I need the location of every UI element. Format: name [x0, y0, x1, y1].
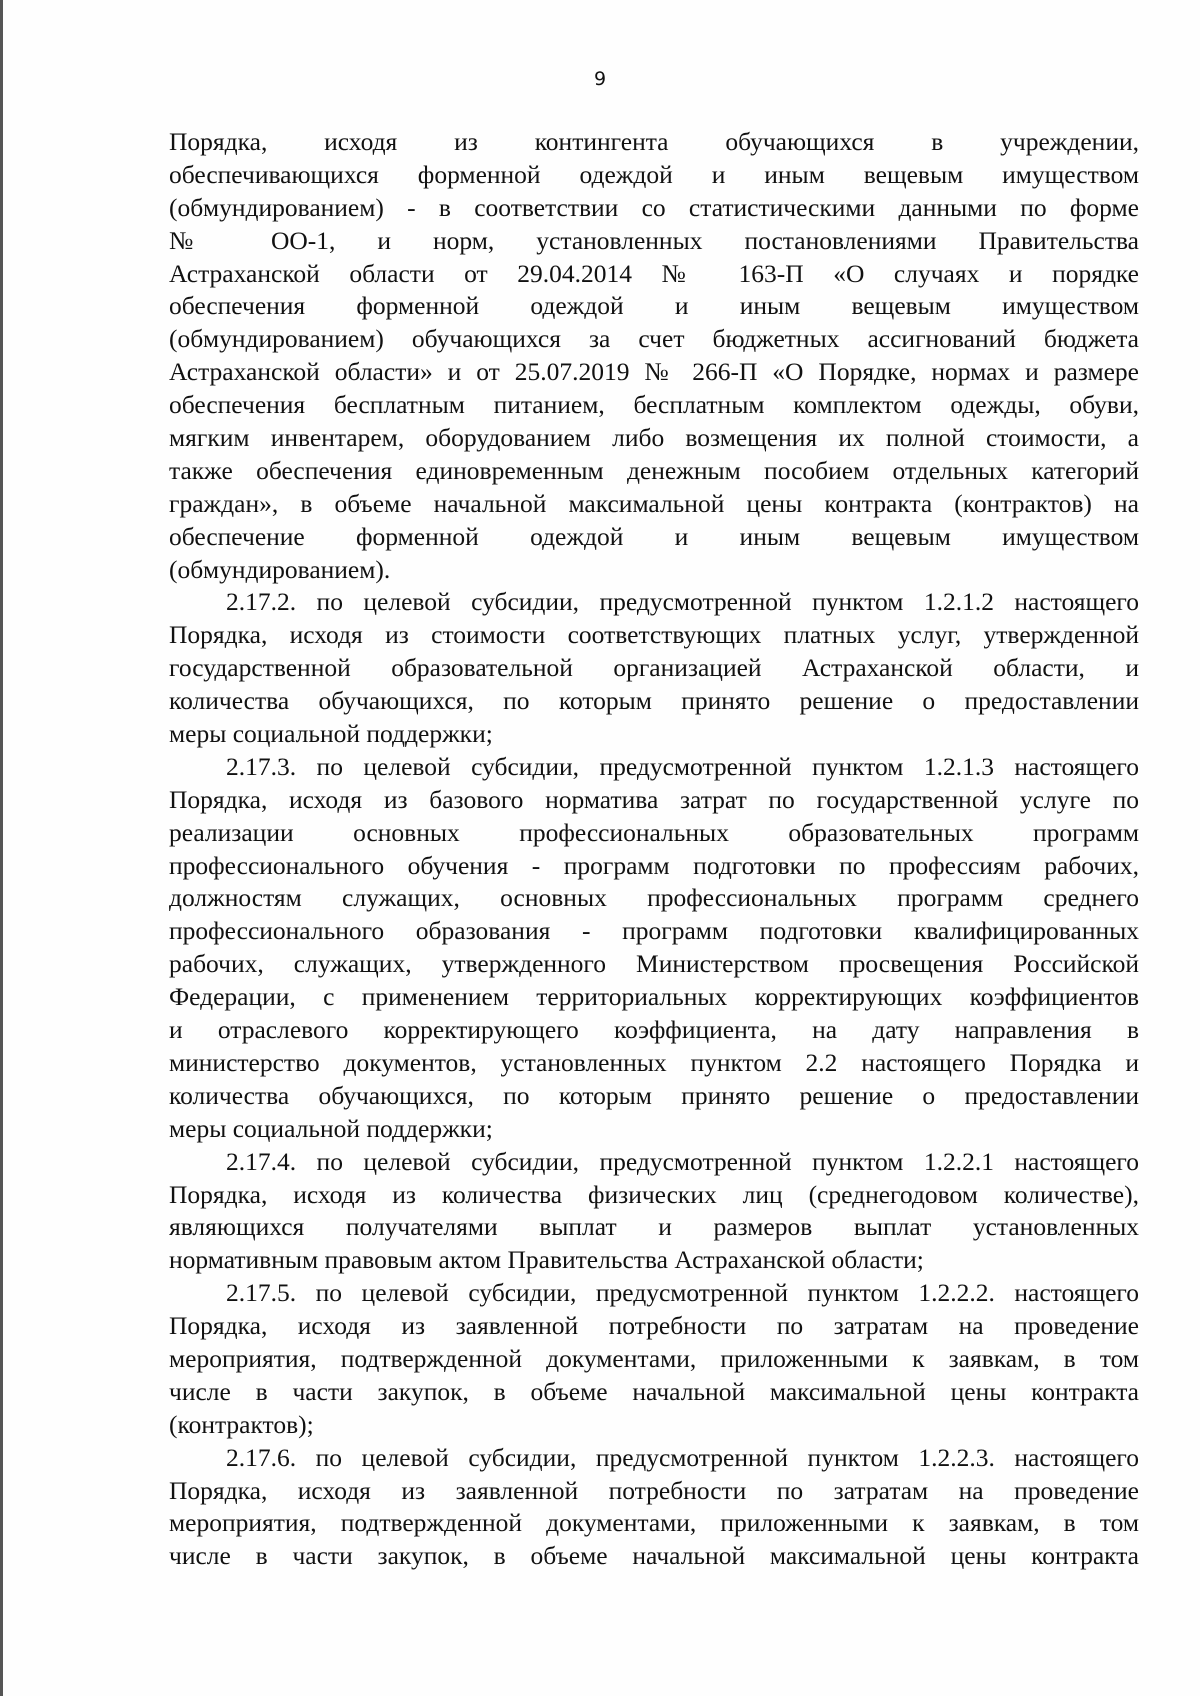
text-line: числе в части закупок, в объеме начальной максимальной цены контракта: [169, 1376, 1139, 1406]
text-line: меры социальной поддержки;: [169, 719, 493, 749]
text-line: (обмундированием) обучающихся за счет бюджетных ассигнований бюджета: [169, 324, 1139, 354]
document-body: [169, 126, 1139, 1573]
text-line: Порядка, исходя из контингента обучающихся в учреждении,: [169, 127, 1139, 156]
text-line: обеспечения бесплатным питанием, бесплатным комплектом одежды, обуви,: [169, 390, 1139, 420]
text-line: профессионального обучения - программ подготовки по профессиям рабочих,: [169, 850, 1139, 880]
text-line: 2.17.5. по целевой субсидии, предусмотренной пунктом 1.2.2.2. настоящего: [226, 1278, 1139, 1308]
text-line: профессионального образования - программ подготовки квалифицированных: [169, 916, 1139, 946]
text-line: обеспечивающихся форменной одеждой и иным вещевым имуществом: [169, 159, 1139, 189]
text-line: (обмундированием) - в соответствии со статистическими данными по форме: [169, 192, 1139, 222]
text-line: Федерации, с применением территориальных корректирующих коэффициентов: [169, 982, 1139, 1012]
page-number: 9: [593, 68, 607, 90]
text-line: мероприятия, подтвержденной документами, приложенными к заявкам, в том: [169, 1508, 1139, 1538]
text-line: Порядка, исходя из количества физических лиц (среднегодовом количестве),: [169, 1179, 1139, 1209]
text-line: 2.17.3. по целевой субсидии, предусмотренной пунктом 1.2.1.3 настоящего: [226, 751, 1139, 781]
text-line: мероприятия, подтвержденной документами, приложенными к заявкам, в том: [169, 1343, 1139, 1373]
text-line: № ОО-1, и норм, установленных постановлениями Правительства: [169, 225, 1139, 255]
text-line: количества обучающихся, по которым принято решение о предоставлении: [169, 686, 1139, 716]
text-line: числе в части закупок, в объеме начальной максимальной цены контракта: [169, 1541, 1139, 1571]
text-line: являющихся получателями выплат и размеров выплат установленных: [169, 1212, 1139, 1242]
text-line: 2.17.4. по целевой субсидии, предусмотренной пунктом 1.2.2.1 настоящего: [226, 1146, 1139, 1176]
text-line: Порядка, исходя из стоимости соответствующих платных услуг, утвержденной: [169, 620, 1139, 650]
text-line: 2.17.2. по целевой субсидии, предусмотренной пунктом 1.2.1.2 настоящего: [226, 587, 1139, 617]
text-line: обеспечение форменной одеждой и иным вещевым имуществом: [169, 521, 1139, 551]
text-line: Порядка, исходя из заявленной потребности по затратам на проведение: [169, 1311, 1139, 1341]
text-line: и отраслевого корректирующего коэффициента, на дату направления в: [169, 1015, 1139, 1045]
text-line: количества обучающихся, по которым принято решение о предоставлении: [169, 1080, 1139, 1110]
text-line: государственной образовательной организацией Астраханской области, и: [169, 653, 1139, 683]
text-line: мягким инвентарем, оборудованием либо возмещения их полной стоимости, а: [169, 423, 1139, 453]
scan-edge-divider: [0, 0, 3, 1696]
text-line: министерство документов, установленных пунктом 2.2 настоящего Порядка и: [169, 1047, 1139, 1077]
text-line: меры социальной поддержки;: [169, 1113, 493, 1143]
text-line: Порядка, исходя из заявленной потребности по затратам на проведение: [169, 1475, 1139, 1505]
text-line: нормативным правовым актом Правительства Астраханской области;: [169, 1245, 924, 1275]
text-line: граждан», в объеме начальной максимальной цены контракта (контрактов) на: [169, 488, 1139, 518]
text-line: реализации основных профессиональных образовательных программ: [169, 817, 1139, 847]
text-line: (обмундированием).: [169, 554, 391, 584]
text-line: Астраханской области от 29.04.2014 № 163-П «О случаях и порядке: [169, 258, 1139, 288]
text-line: обеспечения форменной одеждой и иным вещевым имуществом: [169, 291, 1139, 321]
text-line: Порядка, исходя из базового норматива затрат по государственной услуге по: [169, 784, 1139, 814]
text-line: 2.17.6. по целевой субсидии, предусмотренной пунктом 1.2.2.3. настоящего: [226, 1442, 1139, 1472]
text-line: также обеспечения единовременным денежным пособием отдельных категорий: [169, 455, 1139, 485]
text-line: рабочих, служащих, утвержденного Министерством просвещения Российской: [169, 949, 1139, 979]
text-line: Астраханской области» и от 25.07.2019 № 266-П «О Порядке, нормах и размере: [169, 357, 1139, 387]
text-line: (контрактов);: [169, 1409, 314, 1439]
text-line: должностям служащих, основных профессиональных программ среднего: [169, 883, 1139, 913]
